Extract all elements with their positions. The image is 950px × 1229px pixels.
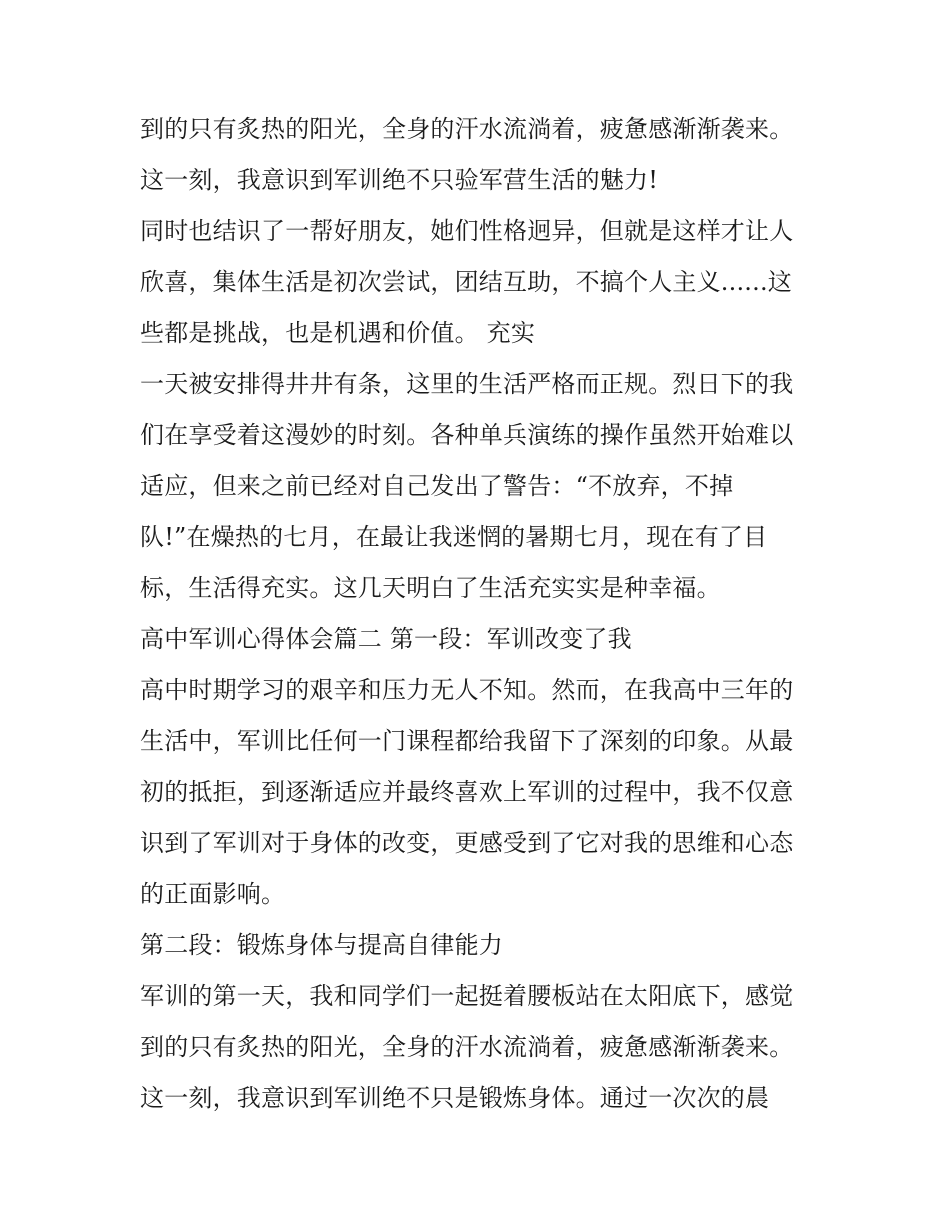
text-line: 的正面影响。 <box>140 880 286 908</box>
text-line: 些都是挑战，也是机遇和价值。 充实 <box>140 319 536 347</box>
text-line: 适应，但来之前已经对自己发出了警告：“不放弃，不掉 <box>140 472 734 500</box>
text-line: 军训的第一天，我和同学们一起挺着腰板站在太阳底下，感觉 <box>140 982 794 1010</box>
text-line: 到的只有炙热的阳光，全身的汗水流淌着，疲惫感渐渐袭来。 <box>140 115 794 143</box>
text-line: 这一刻，我意识到军训绝不只验军营生活的魅力! <box>140 166 659 194</box>
section-heading: 高中军训心得体会篇二 第一段：军训改变了我 <box>140 625 632 653</box>
text-line: 到的只有炙热的阳光，全身的汗水流淌着，疲惫感渐渐袭来。 <box>140 1033 794 1061</box>
text-line: 们在享受着这漫妙的时刻。各种单兵演练的操作虽然开始难以 <box>140 421 794 449</box>
text-line: 标，生活得充实。这几天明白了生活充实实是种幸福。 <box>140 574 721 602</box>
section-heading: 第二段：锻炼身体与提高自律能力 <box>140 931 503 959</box>
text-line: 识到了军训对于身体的改变，更感受到了它对我的思维和心态 <box>140 829 794 857</box>
text-line: 这一刻，我意识到军训绝不只是锻炼身体。通过一次次的晨 <box>140 1084 770 1112</box>
document-body <box>140 104 820 1124</box>
text-line: 高中时期学习的艰辛和压力无人不知。然而，在我高中三年的 <box>140 676 794 704</box>
text-line: 初的抵拒，到逐渐适应并最终喜欢上军训的过程中，我不仅意 <box>140 778 794 806</box>
text-line: 欣喜，集体生活是初次尝试，团结互助，不搞个人主义......这 <box>140 268 792 296</box>
text-line: 一天被安排得井井有条，这里的生活严格而正规。烈日下的我 <box>140 370 794 398</box>
text-line: 生活中，军训比任何一门课程都给我留下了深刻的印象。从最 <box>140 727 794 755</box>
text-line: 队!”在燥热的七月，在最让我迷惘的暑期七月，现在有了目 <box>140 523 768 551</box>
text-line: 同时也结识了一帮好朋友，她们性格迥异，但就是这样才让人 <box>140 217 794 245</box>
